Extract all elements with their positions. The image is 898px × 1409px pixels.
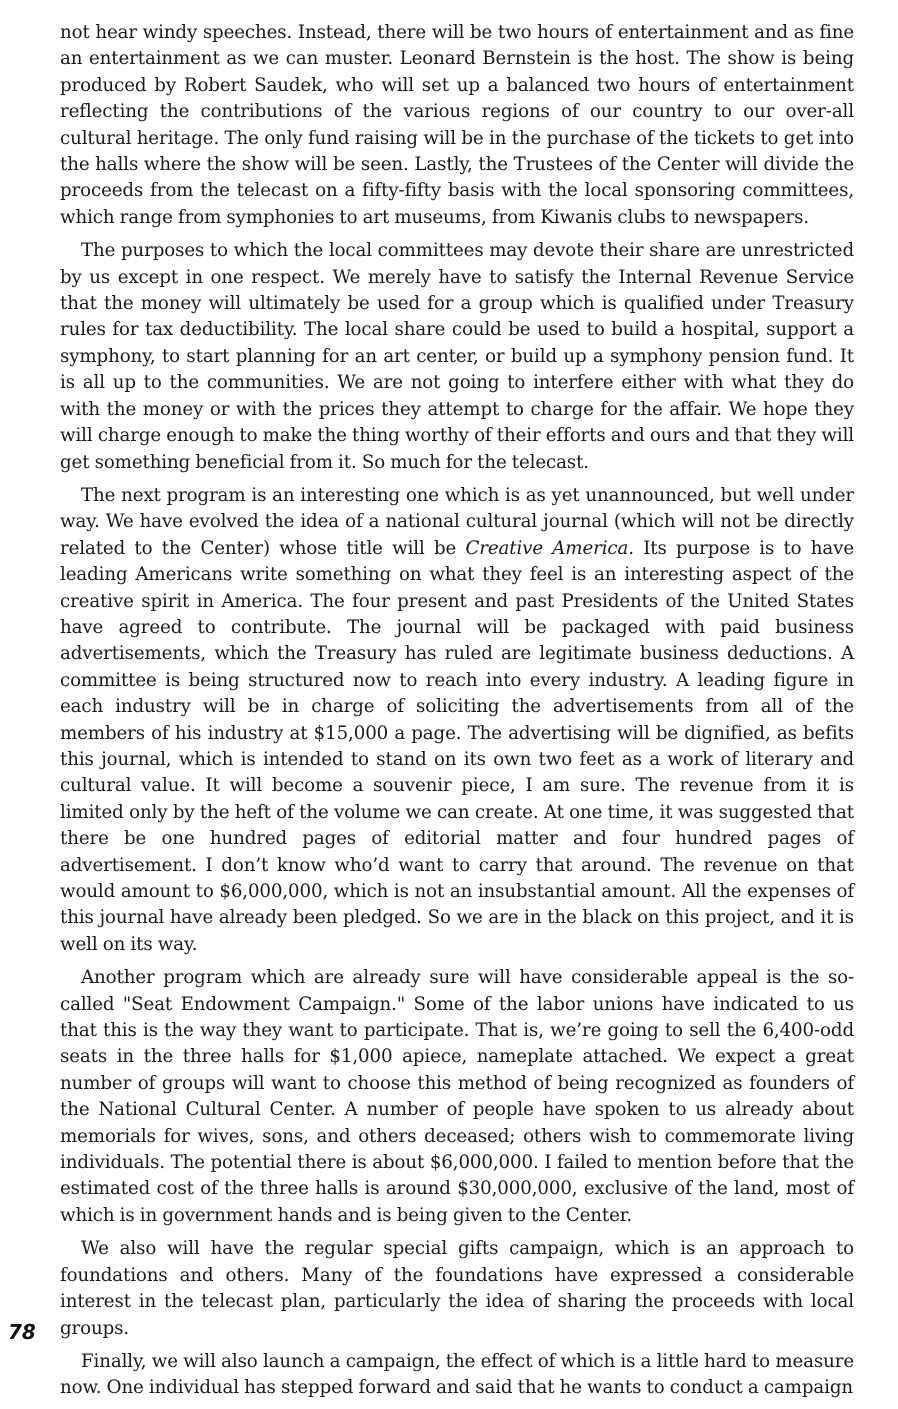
page-body bbox=[60, 20, 854, 1409]
paragraph-final-campaign: Finally, we will also launch a campaign, the effect of which is a little hard to measure now. One individual has stepped forward and said that he wants to conduct a campaign bbox=[60, 1350, 854, 1399]
page-number: 78 bbox=[8, 1320, 36, 1344]
paragraph-local-committees: The purposes to which the local committees may devote their share are unrestricted by us except in one respect. We merely have to satisfy the Internal Revenue Service that the money will ultimately be used for a group which is qualified under Treasury rules for tax deductibility. The local share could be used to build a hospital, support a symphony, to start planning for an art center, or build up a symphony pension fund. It is all up to the communities. We are not going to interfere either with what they do with the money or with the prices they attempt to charge for the affair. We hope they will charge enough to make the thing worthy of their efforts and ours and that they will get something beneficial from it. So much for the telecast. bbox=[60, 240, 854, 473]
paragraph-telecast-entertainment: not hear windy speeches. Instead, there will be two hours of entertainment and as fine an entertainment as we can muster. Leonard Bernstein is the host. The show is being produced by Robert Saudek, who will set up a balanced two hours of entertainment reflecting the contributions of the various regions of our country to our over-all cultural heritage. The only fund raising will be in the purchase of the tickets to get into the halls where the show will be seen. Lastly, the Trustees of the Center will divide the proceeds from the telecast on a fifty-fifty basis with the local sponsoring committees, which range from symphonies to art museums, from Kiwanis clubs to newspapers. bbox=[60, 22, 854, 228]
paragraph-special-gifts: We also will have the regular special gifts campaign, which is an approach to foundations and others. Many of the foundations have expressed a considerable interest in the telecast plan, particularly the idea of sharing the proceeds with local groups. bbox=[60, 1238, 854, 1339]
paragraph-seat-endowment: Another program which are already sure will have considerable appeal is the so-called "Seat Endowment Campaign." Some of the labor unions have indicated to us that this is the way they want to participate. That is, we’re going to sell the 6,400-odd seats in the three halls for $1,000 apiece, nameplate attached. We expect a great number of groups will want to choose this method of being recognized as founders of the National Cultural Center. A number of people have spoken to us already about memorials for wives, sons, and others deceased; others wish to commemorate living individuals. The potential there is about $6,000,000. I failed to mention before that the estimated cost of the three halls is around $30,000,000, exclusive of the land, most of which is in government hands and is being given to the Center. bbox=[60, 967, 854, 1226]
paragraph-cultural-journal bbox=[60, 483, 854, 958]
journal-text-after-title: Its purpose is to have leading Americans write something on what they feel is an interesting aspect of the creative spirit in America. The four present and past Presidents of the United States have agreed to contribute. The journal will be packaged with paid business advertisements, which the Treasury has ruled are legitimate business deductions. A committee is being structured now to reach into every industry. A leading figure in each industry will be in charge of soliciting the advertisements from all of the members of his industry at $15,000 a page. The advertising will be dignified, as befits this journal, which is intended to stand on its own two feet as a work of literary and cultural value. It will become a souvenir piece, I am sure. The revenue from it is limited only by the heft of the volume we can create. At one time, it was suggested that there be one hundred pages of editorial matter and four hundred pages of advertisement. I don’t know who’d want to carry that around. The revenue on that would amount to $6,000,000, which is not an insubstantial amount. All the expenses of this journal have already been pledged. So we are in the black on this project, and it is well on its way. bbox=[60, 537, 854, 955]
journal-text-before-title: The next program is an interesting one which is as yet unannounced, but well under way. We have evolved the idea of a national cultural journal (which will not be directly related to the Center) whose title will be bbox=[60, 484, 854, 559]
journal-title: Creative America. bbox=[465, 537, 634, 559]
